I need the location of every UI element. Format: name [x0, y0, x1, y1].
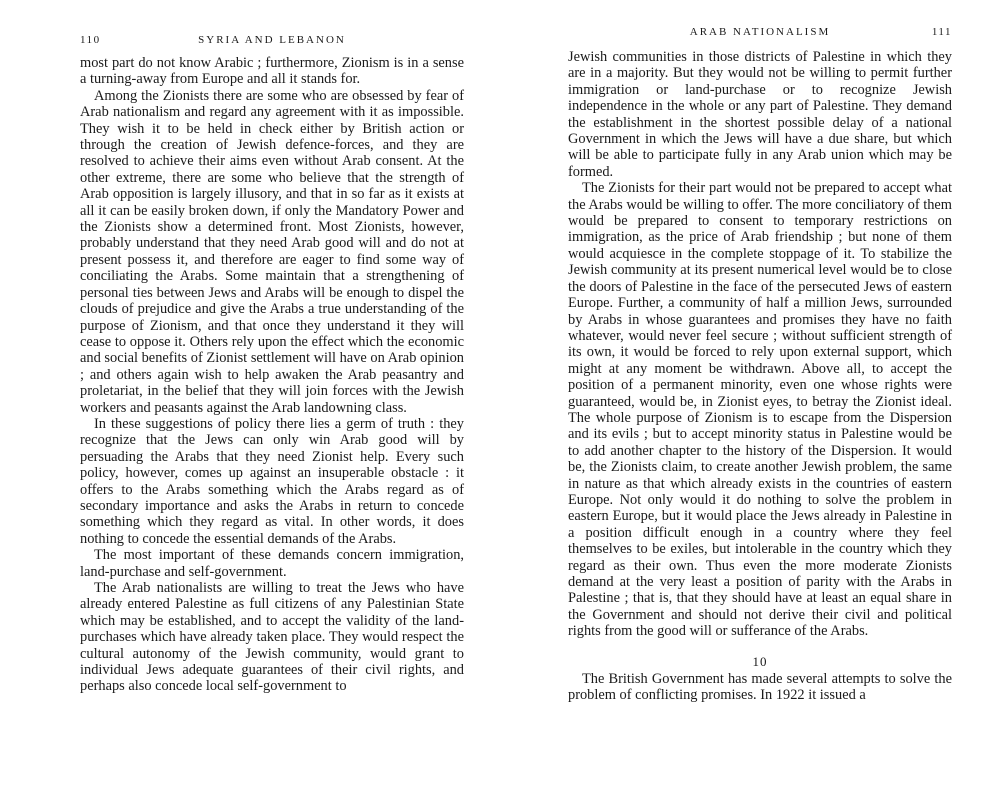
- right-body-text: [568, 49, 952, 704]
- left-running-head: SYRIA AND LEBANON: [198, 34, 346, 46]
- paragraph: Among the Zionists there are some who are obsessed by fear of Arab nationalism and regard any agreement with it as impossible. They wish it to be held in check either by British action or through the creation of Jewish defence-forces, and they are resolved to achieve their aims even without Arab consent. At the other extreme, there are some who believe that the strength of Arab opposition is largely illusory, and that in so far as it exists at all it can be easily broken down, if only the Mandatory Power and the Zionists show a determined front. Most Zionists, however, probably understand that they need Arab good will and do not at present possess it, and therefore are eager to find some way of conciliating the Arabs. Some maintain that a strengthening of personal ties between Jews and Arabs will be enough to dispel the clouds of prejudice and give the Arabs a true understanding of the purpose of Zionism, and that once they understand it they will cease to oppose it. Others rely upon the effect which the economic and social benefits of Zionist settlement will have on Arab opinion ; and others again wish to help awaken the Arab peasantry and proletariat, in the belief that they will join forces with the Jewish workers and peasants against the Arab landowning class.: [80, 87, 464, 416]
- paragraph: The most important of these demands concern immigration, land-purchase and self-government.: [80, 547, 464, 580]
- right-page-number: 111: [931, 26, 952, 38]
- paragraph: most part do not know Arabic ; furthermore, Zionism is in a sense a turning-away from Europe and all it stands for.: [80, 55, 464, 88]
- paragraph: The Zionists for their part would not be prepared to accept what the Arabs would be willing to offer. The more conciliatory of them would be prepared to consent to temporary restrictions on immigration, as the price of Arab friendship ; but none of them would acquiesce in the complete stoppage of it. To stabilize the Jewish community at its present numerical level would be to close the doors of Palestine in the face of the persecuted Jews of eastern Europe. Further, a community of half a million Jews, surrounded by Arabs in whose guarantees and promises they have no faith whatever, would never feel secure ; without sufficient strength of its own, it would be forced to rely upon external support, which might at any moment be withdrawn. Above all, to accept the position of a permanent minority, even one whose rights were guaranteed, would be, in Zionist eyes, to betray the Zionist ideal. The whole purpose of Zionism is to escape from the Dispersion and its evils ; but to accept minority status in Palestine would be to add another chapter to the history of the Dispersion. It would be, the Zionists claim, to create another Jewish problem, the same in nature as that which already exists in the countries of eastern Europe. Not only would it do nothing to solve the problem in eastern Europe, but it would place the Jews already in Palestine in a position difficult enough in a country where they feel themselves to be exiles, but intolerable in the country which they regard as their own. Thus even the more moderate Zionists demand at the very least a position of parity with the Arabs in Palestine ; that is, that they should have at least an equal share in the Government and should not derive their civil and political rights from the good will or sufferance of the Arabs.: [568, 180, 952, 640]
- left-header: [80, 34, 464, 50]
- paragraph: The Arab nationalists are willing to treat the Jews who have already entered Palestine as full citizens of any Palestinian State which may be established, and to accept the validity of the land-purchases which have already taken place. They would respect the cultural autonomy of the Jewish community, would grant to individual Jews adequate guarantees of their civil rights, and perhaps also concede local self-government to: [80, 580, 464, 695]
- paragraph: Jewish communities in those districts of Palestine in which they are in a majority. But they would not be willing to permit further immigration or land-purchase or to recognize Jewish independence in the whole or any part of Palestine. They demand the establishment in the shortest possible delay of a national Government in which the Jews will have a due share, but which will be able to participate fully in any Arab union which may be formed.: [568, 49, 952, 180]
- section-number: 10: [752, 653, 768, 669]
- right-header: [568, 26, 952, 42]
- paragraph: The British Government has made several attempts to solve the problem of conflicting promises. In 1922 it issued a: [568, 671, 952, 704]
- left-page-number: 110: [80, 34, 101, 46]
- right-running-head: ARAB NATIONALISM: [689, 26, 831, 38]
- paragraph: In these suggestions of policy there lies a germ of truth : they recognize that the Jews can only win Arab good will by persuading the Arabs that they need Zionist help. Every such policy, however, comes up against an insuperable obstacle : it offers to the Arabs something which the Arabs regard as of secondary importance and asks the Arabs in return to concede something which they regard as vital. In other words, it does nothing to concede the essential demands of the Arabs.: [80, 415, 464, 547]
- left-body-text: [80, 55, 464, 695]
